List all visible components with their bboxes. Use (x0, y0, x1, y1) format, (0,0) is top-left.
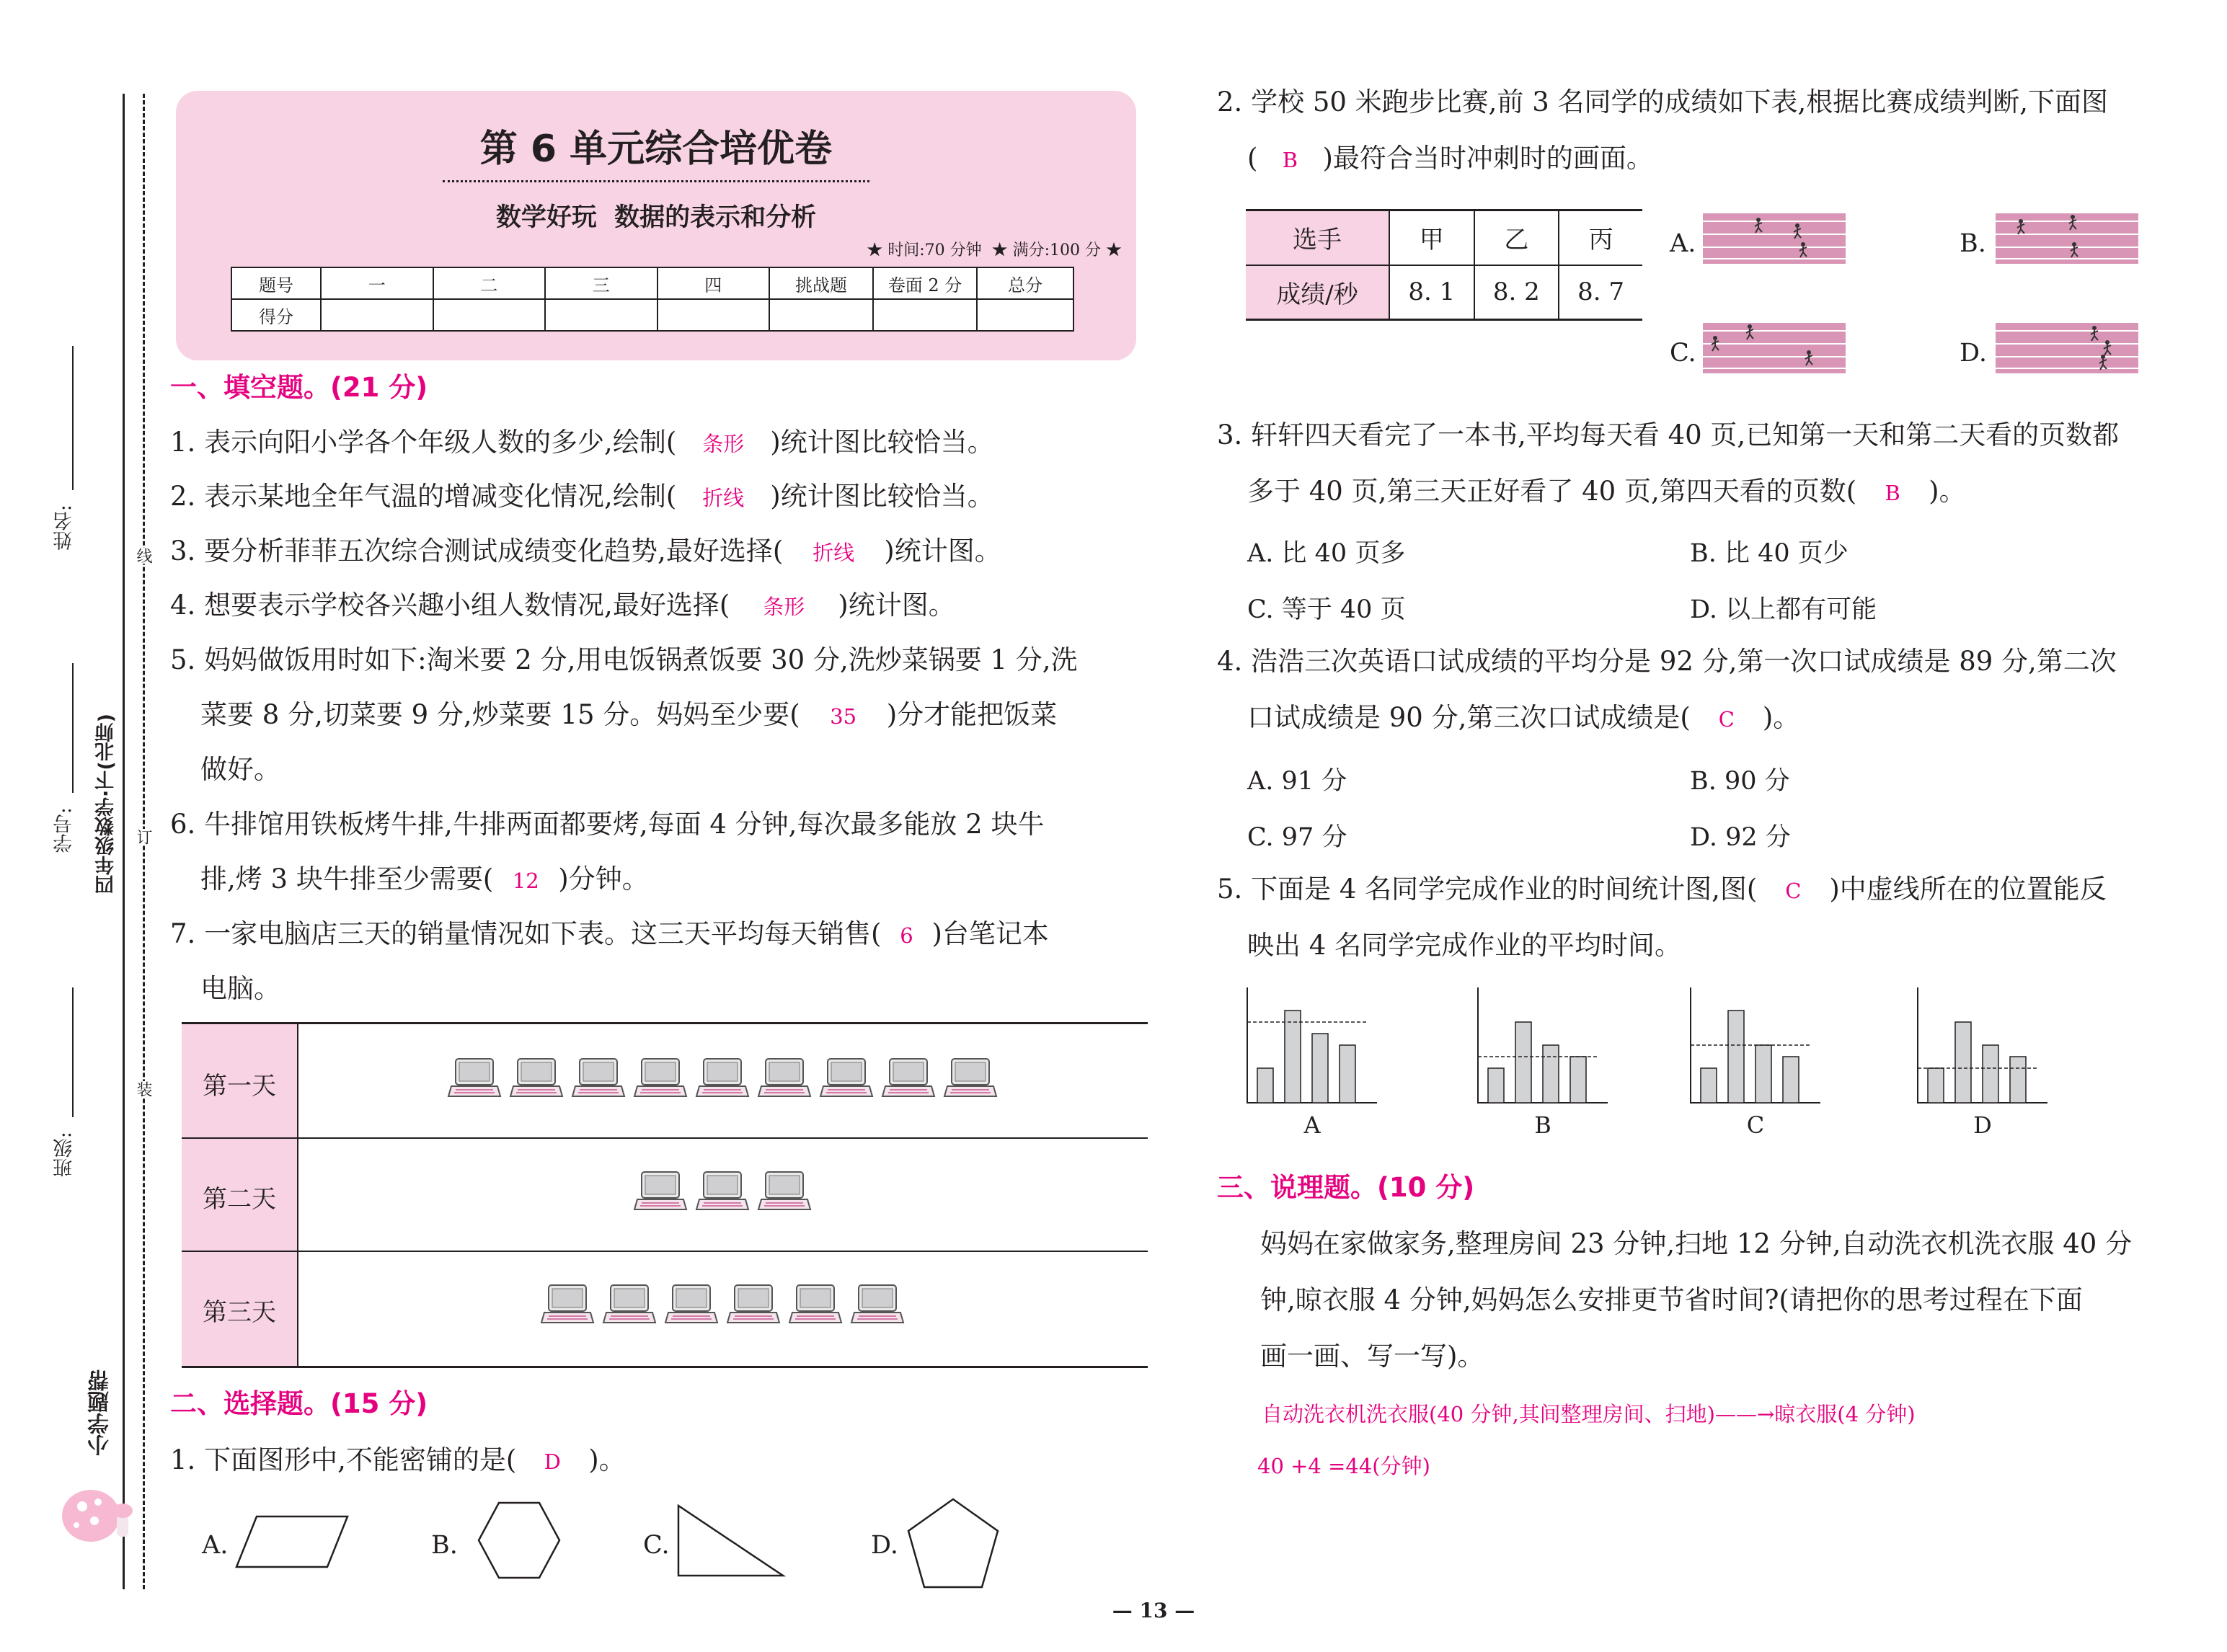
s2-q3-option-d[interactable]: D. 以上都有可能 (1690, 595, 1877, 624)
sales-day-label: 第三天 (203, 1298, 276, 1327)
score-cell[interactable] (433, 299, 546, 331)
race-head-player: 选手 (1246, 210, 1389, 265)
laptop-icon (695, 1057, 750, 1099)
race-picture-a[interactable] (1703, 213, 1846, 264)
score-head-neatness: 卷面 2 分 (873, 267, 977, 299)
sales-row-divider (182, 1137, 1148, 1139)
cut-mark-line: 线 (132, 548, 154, 564)
race-head-bing: 丙 (1559, 210, 1642, 265)
laptop-icon (850, 1284, 905, 1325)
s1-q7-answer[interactable]: 6 (900, 923, 913, 948)
race-head-jia: 甲 (1389, 210, 1474, 265)
cut-mark-bind: 装 (132, 1081, 154, 1097)
laptop-icon (819, 1057, 874, 1099)
s1-q1-answer[interactable]: 条形 (702, 432, 745, 456)
laptop-icon (571, 1057, 626, 1099)
class-label: 班级: (53, 1132, 76, 1178)
s3-answer-calc: 40 +4 =44(分钟) (1257, 1454, 1430, 1478)
chart-bar (1285, 1011, 1301, 1103)
runner-icon (1753, 218, 1763, 234)
sales-day-label: 第二天 (203, 1185, 276, 1214)
chart-bar (1515, 1022, 1531, 1103)
race-picture-b[interactable] (1996, 213, 2138, 264)
score-head-3: 三 (545, 267, 658, 299)
s2-q3-option-b[interactable]: B. 比 40 页少 (1690, 539, 1849, 568)
parallelogram-shape (235, 1514, 350, 1571)
s3-line2: 钟,晾衣服 4 分钟,妈妈怎么安排更节省时间?(请把你的思考过程在下面 (1260, 1284, 2083, 1315)
s1-q3: 3. 要分析菲菲五次综合测试成绩变化趋势,最好选择( 折线 )统计图。 (170, 536, 1001, 567)
s1-q7-line2: 电脑。 (200, 973, 280, 1004)
race-time-yi: 8. 2 (1474, 265, 1559, 320)
chart-bar (1488, 1068, 1504, 1103)
s2-q4-line2: 口试成绩是 90 分,第三次口试成绩是( C )。 (1247, 702, 1800, 733)
class-underline (72, 987, 74, 1117)
section3-heading: 三、说理题。(10 分) (1217, 1172, 1475, 1203)
chart-bar (1983, 1045, 1998, 1103)
runner-icon (2102, 340, 2112, 356)
race-time-bing: 8. 7 (1577, 277, 1624, 307)
s1-q5-line2: 菜要 8 分,切菜要 9 分,炒菜要 15 分。妈妈至少要( 35 )分才能把饭菜 (200, 699, 1058, 730)
laptop-icon (664, 1284, 719, 1325)
laptop-row (297, 1057, 1148, 1105)
score-head-4: 四 (658, 267, 770, 299)
score-head-challenge: 挑战题 (769, 267, 873, 299)
s2-q1-answer[interactable]: D (544, 1449, 561, 1474)
s1-q6-line1: 6. 牛排馆用铁板烤牛排,牛排两面都要烤,每面 4 分钟,每次最多能放 2 块牛 (170, 809, 1045, 840)
chart-bar (1257, 1068, 1273, 1103)
mushroom-icon (55, 1483, 134, 1548)
s1-q5-line1: 5. 妈妈做饭用时如下:淘米要 2 分,用电饭锅煮饭要 30 分,洗炒菜锅要 1 分,洗 (170, 644, 1078, 675)
sales-table (182, 1022, 1148, 1368)
race-row-label: 成绩/秒 (1246, 265, 1389, 320)
laptop-icon (540, 1284, 595, 1325)
s2-q4-line1: 4. 浩浩三次英语口试成绩的平均分是 92 分,第一次口试成绩是 89 分,第二次 (1217, 646, 2117, 677)
s3-answer-plan: 自动洗衣机洗衣服(40 分钟,其间整理房间、扫地)——→晾衣服(4 分钟) (1262, 1402, 1916, 1426)
s2-q1-option-a[interactable]: A. (202, 1531, 229, 1560)
chart-bar (1570, 1057, 1586, 1103)
s2-q5-line1: 5. 下面是 4 名同学完成作业的时间统计图,图( C )中虚线所在的位置能反 (1217, 874, 2107, 905)
chart-bar (1728, 1011, 1744, 1103)
name-label: 姓名: (53, 505, 76, 551)
exam-meta: ★ 时间:70 分钟 ★ 满分:100 分 ★ (867, 241, 1122, 259)
book-label: 四年级数学·下(北师) (95, 714, 118, 894)
s1-q2: 2. 表示某地全年气温的增减变化情况,绘制( 折线 )统计图比较恰当。 (170, 481, 994, 512)
race-result-table (1246, 209, 1642, 321)
s3-line3: 画一画、写一写)。 (1260, 1341, 1484, 1372)
right-triangle-shape (676, 1504, 786, 1578)
brand-label: 小学题帮 (88, 1369, 113, 1456)
s2-q2-line2: ( B )最符合当时冲刺时的画面。 (1247, 143, 1653, 174)
score-cell[interactable] (769, 299, 873, 331)
race-picture-c[interactable] (1703, 323, 1846, 373)
s1-q6-line2: 排,烤 3 块牛排至少需要( 12 )分钟。 (200, 863, 649, 894)
laptop-icon (633, 1057, 688, 1099)
score-cell[interactable] (545, 299, 658, 331)
cut-mark-staple: 订 (132, 829, 154, 845)
s1-q6-answer[interactable]: 12 (512, 869, 539, 893)
s2-q2-option-c[interactable]: C. (1670, 339, 1696, 368)
laptop-icon (602, 1284, 657, 1325)
score-cell[interactable] (658, 299, 770, 331)
s2-q4-option-d[interactable]: D. 92 分 (1690, 823, 1791, 852)
laptop-icon (447, 1057, 502, 1099)
s2-q5-line2: 映出 4 名同学完成作业的平均时间。 (1247, 930, 1682, 961)
s2-q3-answer[interactable]: B (1885, 481, 1900, 505)
exam-title: 第 6 单元综合培优卷 (479, 128, 833, 171)
score-row-label: 得分 (231, 299, 321, 331)
s2-q1: 1. 下面图形中,不能密铺的是( D )。 (170, 1444, 626, 1475)
s1-q5-line3: 做好。 (200, 754, 280, 785)
s2-q1-option-b[interactable]: B. (431, 1531, 458, 1560)
chart-label[interactable]: C (1746, 1111, 1765, 1139)
runner-icon (2098, 355, 2108, 370)
average-charts-svg (1240, 983, 2177, 1149)
id-label: 学号: (53, 807, 76, 853)
s2-q4-answer[interactable]: C (1718, 707, 1735, 732)
s2-q3-option-a[interactable]: A. 比 40 页多 (1247, 539, 1406, 568)
chart-label[interactable]: A (1303, 1111, 1321, 1139)
score-cell[interactable] (873, 299, 977, 331)
runner-icon (1745, 324, 1755, 340)
score-head-total: 总分 (977, 267, 1073, 299)
chart-bar (1955, 1022, 1971, 1103)
id-underline (72, 663, 74, 793)
race-picture-d[interactable] (1996, 323, 2138, 373)
s1-q5-answer[interactable]: 35 (830, 704, 857, 729)
pentagon-shape (906, 1496, 1001, 1590)
score-cell[interactable] (977, 299, 1073, 331)
s1-q4: 4. 想要表示学校各兴趣小组人数情况,最好选择( 条形 )统计图。 (170, 590, 955, 621)
s2-q2-option-a[interactable]: A. (1670, 229, 1696, 258)
s1-q3-answer[interactable]: 折线 (813, 541, 855, 565)
chart-bar (2010, 1057, 2026, 1103)
laptop-icon (943, 1057, 998, 1099)
laptop-icon (509, 1057, 564, 1099)
sales-day-label: 第一天 (203, 1072, 276, 1101)
race-time-jia: 8. 1 (1389, 265, 1474, 320)
race-head-yi: 乙 (1474, 210, 1559, 265)
binding-line-solid (123, 94, 125, 1589)
chart-bar (1928, 1068, 1944, 1103)
runner-icon (2089, 326, 2099, 342)
runner-icon (2016, 219, 2026, 235)
s2-q1-option-d[interactable]: D. (871, 1531, 898, 1560)
laptop-icon (726, 1284, 781, 1325)
runner-icon (2069, 242, 2079, 258)
chart-bar (1543, 1045, 1559, 1103)
laptop-row (297, 1171, 1148, 1218)
score-table (231, 267, 1074, 332)
s1-q4-answer[interactable]: 条形 (763, 595, 805, 619)
s1-q1: 1. 表示向阳小学各个年级人数的多少,绘制( 条形 )统计图比较恰当。 (170, 427, 994, 458)
chart-bar (1312, 1034, 1328, 1103)
chart-bar (1701, 1068, 1717, 1103)
laptop-icon (788, 1284, 843, 1325)
s2-q1-option-c[interactable]: C. (643, 1531, 670, 1560)
header-panel (176, 91, 1136, 360)
section1-heading: 一、填空题。(21 分) (170, 372, 428, 403)
s3-line1: 妈妈在家做家务,整理房间 23 分钟,扫地 12 分钟,自动洗衣机洗衣服 40 分 (1260, 1228, 2133, 1259)
laptop-icon (881, 1057, 936, 1099)
s1-q2-answer[interactable]: 折线 (702, 486, 745, 510)
runner-icon (1798, 242, 1808, 258)
chart-label[interactable]: D (1973, 1111, 1992, 1139)
s2-q4-option-a[interactable]: A. 91 分 (1247, 767, 1347, 796)
laptop-icon (757, 1057, 812, 1099)
runner-icon (1804, 350, 1814, 366)
s2-q2-option-d[interactable]: D. (1960, 339, 1987, 368)
s2-q2-option-b[interactable]: B. (1960, 229, 1986, 258)
laptop-icon (633, 1171, 688, 1212)
s2-q5-answer[interactable]: C (1785, 879, 1802, 903)
chart-bar (1756, 1045, 1771, 1103)
runner-icon (1792, 223, 1802, 239)
s2-q3-line1: 3. 轩轩四天看完了一本书,平均每天看 40 页,已知第一天和第二天看的页数都 (1217, 419, 2120, 450)
s2-q3-option-c[interactable]: C. 等于 40 页 (1247, 595, 1406, 624)
section2-heading: 二、选择题。(15 分) (170, 1388, 428, 1419)
score-head-2: 二 (433, 267, 546, 299)
name-underline (72, 346, 74, 490)
chart-bar (1340, 1045, 1355, 1103)
exam-subtitle: 数学好玩 数据的表示和分析 (495, 203, 817, 232)
page-number: — 13 — (1112, 1599, 1195, 1622)
average-charts (1240, 983, 2177, 1149)
s2-q2-answer[interactable]: B (1282, 148, 1298, 172)
chart-bar (1783, 1057, 1799, 1103)
title-divider (443, 180, 869, 182)
s2-q4-option-b[interactable]: B. 90 分 (1690, 767, 1790, 796)
score-head-label: 题号 (231, 267, 321, 299)
score-cell[interactable] (321, 299, 433, 331)
s2-q2-line1: 2. 学校 50 米跑步比赛,前 3 名同学的成绩如下表,根据比赛成绩判断,下面图 (1217, 86, 2109, 117)
laptop-row (297, 1284, 1148, 1331)
sales-row-divider (182, 1251, 1148, 1252)
score-head-1: 一 (321, 267, 433, 299)
laptop-icon (757, 1171, 812, 1212)
s2-q4-option-c[interactable]: C. 97 分 (1247, 823, 1347, 852)
laptop-icon (695, 1171, 750, 1212)
s1-q7-line1: 7. 一家电脑店三天的销量情况如下表。这三天平均每天销售( 6 )台笔记本 (170, 918, 1049, 949)
hexagon-shape (476, 1501, 562, 1580)
runner-icon (1710, 336, 1720, 352)
s2-q3-line2: 多于 40 页,第三天正好看了 40 页,第四天看的页数( B )。 (1247, 476, 1966, 507)
chart-label[interactable]: B (1534, 1111, 1551, 1139)
runner-icon (2068, 215, 2078, 231)
